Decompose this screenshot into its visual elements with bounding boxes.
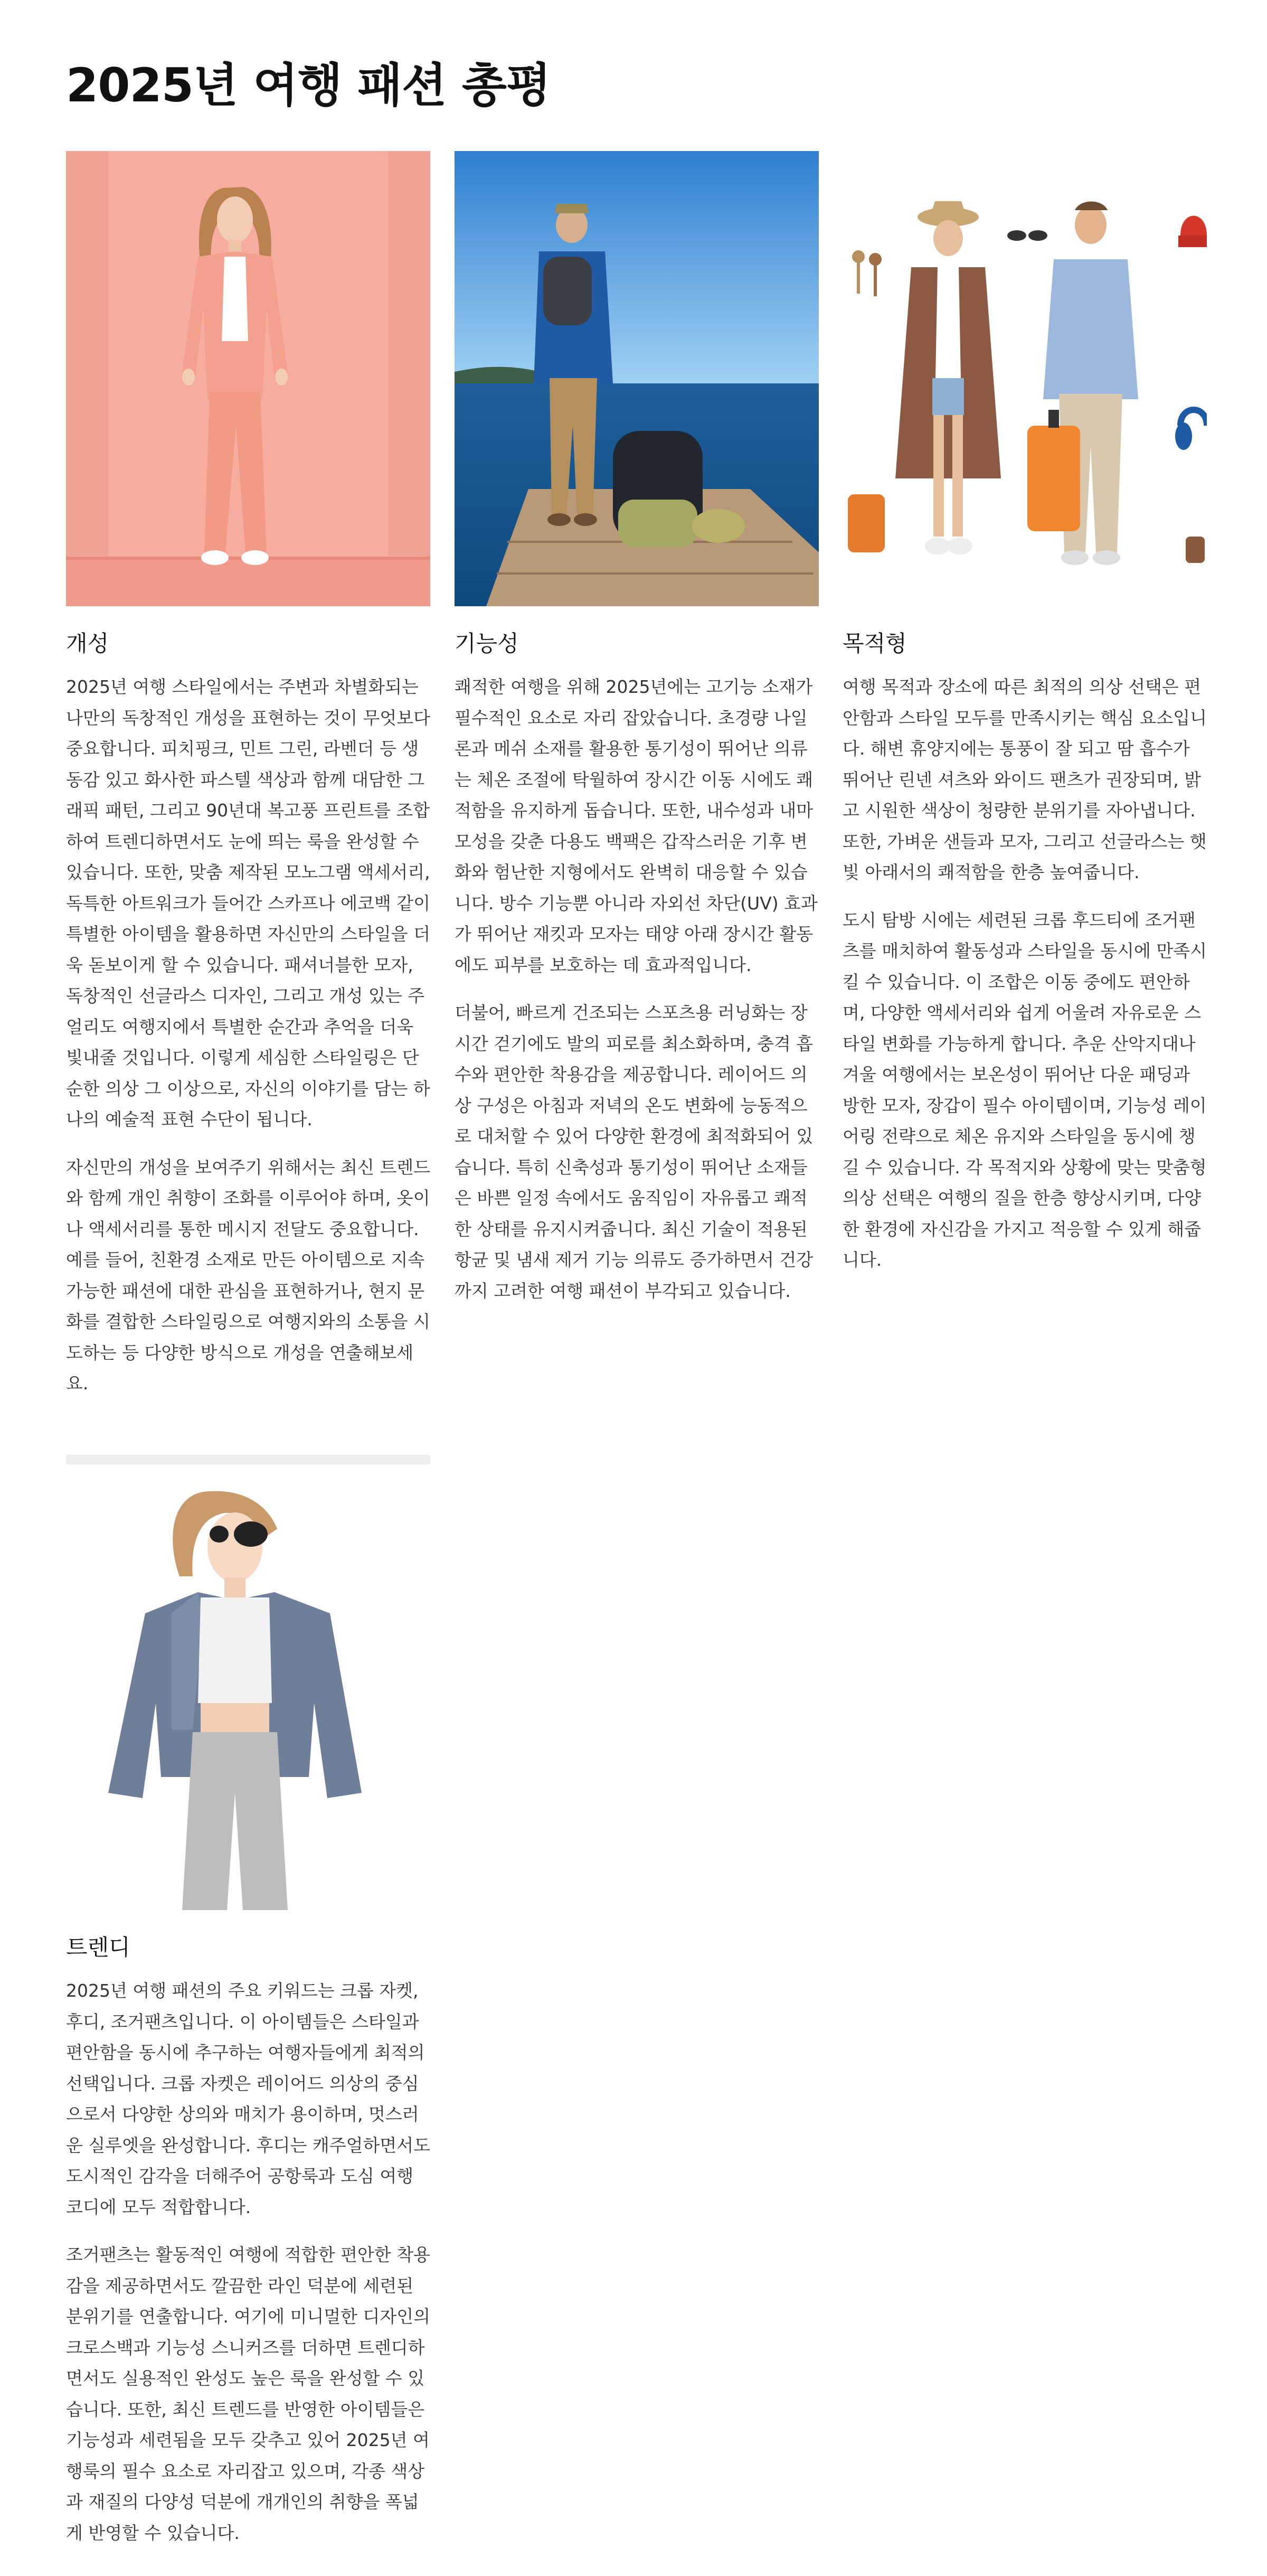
section-image-individuality — [66, 151, 430, 606]
section-heading: 목적형 — [843, 631, 907, 656]
page-title: 2025년 여행 패션 총평 — [66, 58, 551, 112]
section-image-functionality — [455, 151, 819, 606]
section-paragraph: 여행 목적과 장소에 따른 최적의 의상 선택은 편안함과 스타일 모두를 만족시키는 핵심 요소입니다. 해변 휴양지에는 통풍이 잘 되고 땀 흡수가 뛰어난 린넨 셔츠와 와이드 팬츠가 권장되며, 밝고 시원한 색상이 청량한 분위기를 자아냅니다. 또한, 가벼운 샌들과 모자, 그리고 선글라스는 햇빛 아래서의 쾌적함을 한층 높여줍니다. — [843, 676, 1207, 882]
section-paragraph: 쾌적한 여행을 위해 2025년에는 고기능 소재가 필수적인 요소로 자리 잡았습니다. 초경량 나일론과 메쉬 소재를 활용한 통기성이 뛰어난 의류는 체온 조절에 탁월하여 장시간 이동 시에도 쾌적함을 유지하게 돕습니다. 또한, 내수성과 내마모성을 갖춘 다용도 백팩은 갑작스러운 기후 변화와 험난한 지형에서도 완벽히 대응할 수 있습니다. 방수 기능뿐 아니라 자외선 차단(UV) 효과가 뛰어난 재킷과 모자는 태양 아래 장시간 활동에도 피부를 보호하는 데 효과적입니다. — [455, 676, 818, 975]
section-individuality — [66, 151, 430, 1416]
section-paragraph: 2025년 여행 스타일에서는 주변과 차별화되는 나만의 독창적인 개성을 표현하는 것이 무엇보다 중요합니다. 피치핑크, 민트 그린, 라벤더 등 생동감 있고 화사한 파스텔 색상과 함께 대담한 그래픽 패턴, 그리고 90년대 복고풍 프린트를 조합하여 트렌디하면서도 눈에 띄는 룩을 완성할 수 있습니다. 또한, 맞춤 제작된 모노그램 액세서리, 독특한 아트워크가 들어간 스카프나 에코백 같이 특별한 아이템을 활용하면 자신만의 스타일을 더욱 돋보이게 할 수 있습니다. 패셔너블한 모자, 독창적인 선글라스 디자인, 그리고 개성 있는 주얼리도 여행지에서 특별한 순간과 추억을 더욱 빛내줄 것입니다. 이렇게 세심한 스타일링은 단순한 의상 그 이상으로, 자신의 이야기를 담는 하나의 예술적 표현 수단이 됩니다. — [66, 676, 431, 1130]
section-trendy — [66, 1455, 430, 2565]
section-paragraph: 2025년 여행 패션의 주요 키워드는 크롭 자켓, 후디, 조거팬츠입니다. 이 아이템들은 스타일과 편안함을 동시에 추구하는 여행자들에게 최적의 선택입니다. 크롭 자켓은 레이어드 의상의 중심으로서 다양한 상의와 매치가 용이하며, 멋스러운 실루엣을 완성합니다. 후디는 캐주얼하면서도 도시적인 감각을 더해주어 공항룩과 도심 여행 코디에 모두 적합합니다. — [66, 1980, 431, 2217]
backpacker-on-pier-photo — [455, 151, 819, 606]
section-image-trendy — [66, 1455, 430, 1910]
section-image-purpose — [843, 151, 1207, 606]
section-heading: 개성 — [66, 631, 109, 656]
section-paragraph: 자신만의 개성을 보여주기 위해서는 최신 트렌드와 함께 개인 취향이 조화를 이루어야 하며, 옷이나 액세서리를 통한 메시지 전달도 중요합니다. 예를 들어, 친환경 소재로 만든 아이템으로 지속 가능한 패션에 대한 관심을 표현하거나, 현지 문화를 결합한 스타일링으로 여행지와의 소통을 시도하는 등 다양한 방식으로 개성을 연출해보세요. — [66, 1157, 431, 1394]
section-paragraph: 더불어, 빠르게 건조되는 스포츠용 러닝화는 장시간 걷기에도 발의 피로를 최소화하며, 충격 흡수와 편안한 착용감을 제공합니다. 레이어드 의상 구성은 아침과 저녁의 온도 변화에 능동적으로 대처할 수 있어 다양한 환경에 최적화되어 있습니다. 특히 신축성과 통기성이 뛰어난 소재들은 바쁜 일정 속에서도 움직임이 자유롭고 쾌적한 상태를 유지시켜줍니다. 최신 기술이 적용된 항균 및 냄새 제거 기능 의류도 증가하면서 건강까지 고려한 여행 패션이 부각되고 있습니다. — [455, 1002, 814, 1301]
section-heading: 기능성 — [455, 631, 519, 656]
section-paragraph: 도시 탐방 시에는 세련된 크롭 후드티에 조거팬츠를 매치하여 활동성과 스타일을 동시에 만족시킬 수 있습니다. 이 조합은 이동 중에도 편안하며, 다양한 액세서리와 쉽게 어울려 자유로운 스타일 변화를 가능하게 합니다. 추운 산악지대나 겨울 여행에서는 보온성이 뛰어난 다운 패딩과 방한 모자, 장갑이 필수 아이템이며, 기능성 레이어링 전략으로 체온 유지와 스타일을 동시에 챙길 수 있습니다. 각 목적지와 상황에 맞는 맞춤형 의상 선택은 여행의 질을 한층 향상시키며, 다양한 환경에 자신감을 가지고 적응할 수 있게 해줍니다. — [843, 909, 1207, 1270]
travel-couple-flatlay-illustration — [843, 151, 1207, 606]
pink-suit-woman-illustration — [66, 151, 430, 606]
section-purpose — [843, 151, 1207, 1293]
section-functionality — [455, 151, 819, 1323]
section-paragraph: 조거팬츠는 활동적인 여행에 적합한 편안한 착용감을 제공하면서도 깔끔한 라인 덕분에 세련된 분위기를 연출합니다. 여기에 미니멀한 디자인의 크로스백과 기능성 스니커즈를 더하면 트렌디하면서도 실용적인 완성도 높은 룩을 완성할 수 있습니다. 또한, 최신 트렌드를 반영한 아이템들은 기능성과 세련됨을 모두 갖추고 있어 2025년 여행룩의 필수 요소로 자리잡고 있으며, 각종 색상과 재질의 다양성 덕분에 개개인의 취향을 폭넓게 반영할 수 있습니다. — [66, 2244, 431, 2543]
cropped-jacket-woman-illustration — [66, 1455, 430, 1910]
section-heading: 트렌디 — [66, 1934, 130, 1960]
